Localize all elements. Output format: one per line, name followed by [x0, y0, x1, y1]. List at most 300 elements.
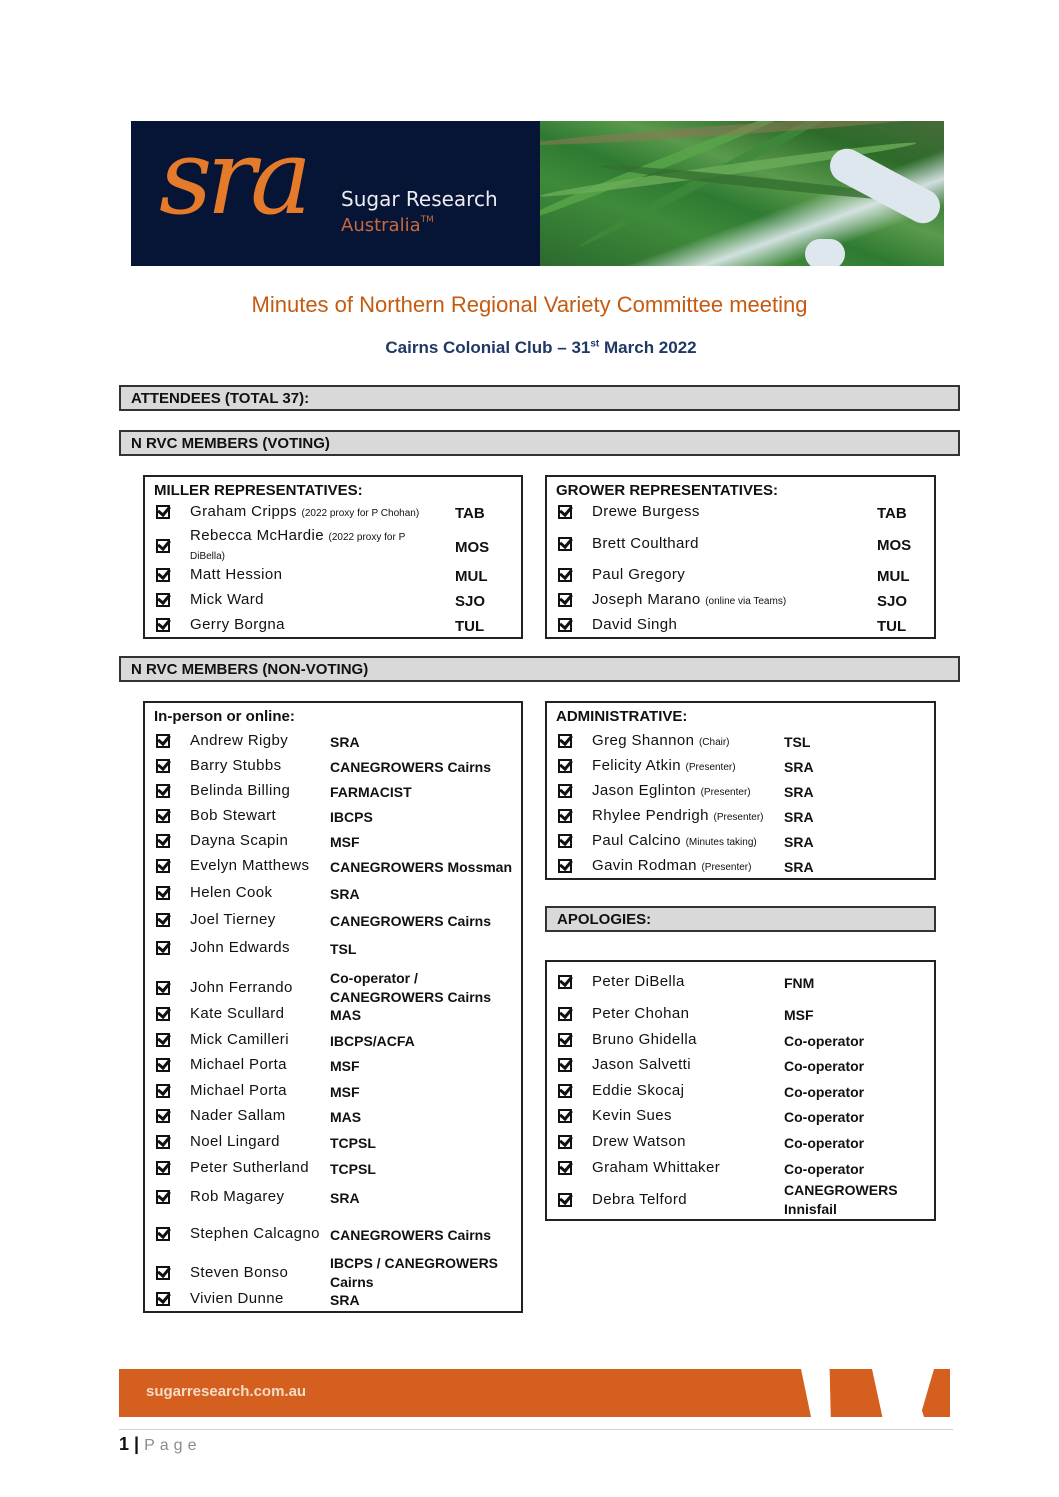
organisation-line: IBCPS	[330, 808, 373, 825]
attendee-name-cell	[592, 1159, 720, 1176]
attendee-name-cell	[592, 591, 786, 608]
attendance-checkbox[interactable]	[156, 981, 170, 995]
attendee-organisation	[330, 1057, 360, 1076]
attendee-name-cell	[592, 832, 757, 849]
attendee-name-cell	[190, 1133, 280, 1150]
attendee-name-cell	[190, 939, 290, 956]
attendance-checkbox[interactable]	[558, 1135, 572, 1149]
attendance-checkbox[interactable]	[558, 593, 572, 607]
miller-heading: MILLER REPRESENTATIVES:	[154, 482, 363, 499]
attendee-organisation	[330, 969, 491, 1007]
attendee-organisation	[784, 1160, 864, 1179]
administrative-box	[545, 701, 936, 880]
attendee-row	[145, 1256, 521, 1294]
attendee-name: Joel Tierney	[190, 911, 276, 928]
attendee-row	[145, 1226, 521, 1246]
attendee-organisation	[330, 1108, 361, 1127]
attendee-row	[547, 504, 934, 524]
logo-text-line1: Sugar Research	[341, 187, 498, 211]
organisation-line: MAS	[330, 1006, 362, 1023]
attendee-row	[145, 1160, 521, 1180]
attendance-checkbox[interactable]	[156, 759, 170, 773]
attendee-name-cell	[190, 1264, 288, 1281]
attendance-checkbox[interactable]	[558, 784, 572, 798]
attendance-checkbox[interactable]	[558, 1033, 572, 1047]
organisation-line: SRA	[330, 733, 360, 750]
organisation-line: CANEGROWERS Cairns	[330, 1226, 492, 1243]
attendee-name-cell	[190, 616, 285, 633]
attendee-name: Jason Eglinton	[592, 782, 697, 799]
attendee-name: Greg Shannon	[592, 732, 695, 749]
attendee-name: Steven Bonso	[190, 1264, 289, 1281]
organisation-line: TAB	[877, 504, 907, 522]
attendee-organisation	[784, 1057, 864, 1076]
attendees-header: ATTENDEES (TOTAL 37):	[119, 385, 960, 411]
page-label: Page	[144, 1437, 202, 1454]
attendee-name-cell	[592, 757, 736, 774]
attendee-name: Stephen Calcagno	[190, 1225, 320, 1242]
attendee-row	[145, 527, 521, 565]
attendee-name-cell	[592, 503, 700, 520]
attendee-name: Joseph Marano	[592, 591, 701, 608]
attendance-checkbox[interactable]	[558, 1161, 572, 1175]
organisation-line: CANEGROWERS Cairns	[330, 989, 492, 1005]
attendance-checkbox[interactable]	[558, 734, 572, 748]
document-title: Minutes of Northern Regional Variety Committee meeting	[251, 292, 808, 317]
attendee-organisation	[330, 912, 491, 931]
attendee-organisation	[784, 974, 814, 993]
attendee-name: John Edwards	[190, 939, 290, 956]
organisation-line: Co-operator	[784, 1032, 865, 1049]
attendance-checkbox[interactable]	[558, 975, 572, 989]
attendance-checkbox[interactable]	[156, 834, 170, 848]
attendee-name-cell	[592, 1056, 691, 1073]
attendee-name-cell	[592, 1133, 686, 1150]
attendee-row	[547, 1134, 934, 1154]
voting-members-header: N RVC MEMBERS (VOTING)	[119, 430, 960, 456]
attendee-name: Rebecca McHardie	[190, 527, 324, 544]
attendee-organisation	[784, 1083, 864, 1102]
attendance-checkbox[interactable]	[156, 734, 170, 748]
attendee-name: Bob Stewart	[190, 807, 277, 824]
organisation-line: Co-operator /	[330, 970, 418, 986]
attendee-name-cell	[592, 1005, 689, 1022]
attendee-name: John Ferrando	[190, 979, 293, 996]
organisation-line: IBCPS/ACFA	[330, 1032, 415, 1049]
attendee-role-note: (Presenter)	[713, 812, 764, 823]
attendee-role-note: (Presenter)	[685, 762, 736, 773]
attendance-checkbox[interactable]	[558, 1084, 572, 1098]
attendee-name-cell	[190, 1056, 287, 1073]
attendee-organisation	[455, 592, 485, 611]
attendee-role-note: (online via Teams)	[705, 596, 787, 607]
attendee-name-cell	[592, 616, 677, 633]
organisation-line: SRA	[784, 758, 814, 775]
attendee-role-note: (Presenter)	[701, 862, 752, 873]
attendee-name-cell	[190, 1082, 287, 1099]
attendee-name-cell	[190, 857, 309, 874]
attendee-name: Helen Cook	[190, 884, 273, 901]
attendee-organisation	[330, 1032, 415, 1051]
attendee-row	[145, 1134, 521, 1154]
attendee-organisation	[784, 733, 810, 752]
attendee-row	[145, 1032, 521, 1052]
attendee-name-cell	[190, 591, 264, 608]
attendee-name: Andrew Rigby	[190, 732, 289, 749]
attendee-organisation	[330, 783, 412, 802]
attendance-checkbox[interactable]	[156, 859, 170, 873]
attendance-checkbox[interactable]	[156, 1161, 170, 1175]
attendee-name-cell	[190, 884, 272, 901]
attendee-organisation	[877, 592, 907, 611]
attendee-name: Evelyn Matthews	[190, 857, 310, 874]
attendee-row	[547, 1057, 934, 1077]
attendance-checkbox[interactable]	[558, 1109, 572, 1123]
attendance-checkbox[interactable]	[558, 618, 572, 632]
attendee-row	[145, 592, 521, 612]
attendee-row	[145, 567, 521, 587]
attendee-name-cell	[592, 1107, 672, 1124]
attendee-organisation	[877, 617, 906, 636]
in-person-online-box	[143, 701, 523, 1313]
attendee-name-cell	[190, 782, 290, 799]
organisation-line: CANEGROWERS Cairns	[330, 758, 492, 775]
organisation-line: MUL	[455, 567, 488, 585]
attendance-checkbox[interactable]	[558, 1193, 572, 1207]
attendee-name-cell	[592, 1191, 687, 1208]
attendee-row	[145, 1291, 521, 1311]
organisation-line: TUL	[877, 617, 907, 635]
attendee-name-cell	[592, 807, 764, 824]
attendee-name: Mick Ward	[190, 591, 264, 608]
attendee-name: Paul Gregory	[592, 566, 686, 583]
attendee-organisation	[455, 504, 485, 523]
attendance-checkbox[interactable]	[156, 539, 170, 553]
attendee-organisation	[784, 1134, 864, 1153]
attendee-organisation	[784, 783, 814, 802]
attendee-name: Graham Whittaker	[592, 1159, 721, 1176]
attendee-organisation	[330, 1006, 361, 1025]
attendee-organisation	[330, 940, 356, 959]
attendee-row	[145, 1083, 521, 1103]
attendee-row	[547, 1083, 934, 1103]
footer-stripe-decoration	[894, 1369, 934, 1417]
page-number	[119, 1434, 201, 1455]
organisation-line: SRA	[330, 1189, 360, 1206]
attendee-name-cell	[190, 979, 293, 996]
attendee-organisation	[330, 1160, 376, 1179]
in-person-heading: In-person or online:	[154, 708, 295, 725]
attendance-checkbox[interactable]	[156, 1084, 170, 1098]
attendee-name: Mick Camilleri	[190, 1031, 289, 1048]
organisation-line: SRA	[330, 1291, 360, 1308]
attendee-row	[547, 536, 934, 556]
sugarcane-photo	[540, 121, 944, 266]
organisation-line: FARMACIST	[330, 783, 412, 800]
subtitle-month-year: March 2022	[599, 338, 697, 357]
attendee-row	[547, 567, 934, 587]
logo-text-line2	[341, 215, 434, 236]
attendee-name-cell	[190, 503, 419, 520]
attendee-role-note: (Presenter)	[700, 787, 751, 798]
attendee-name-cell	[592, 857, 751, 874]
apologies-header: APOLOGIES:	[545, 906, 936, 932]
attendee-row	[145, 912, 521, 932]
attendee-organisation	[330, 858, 512, 877]
attendee-organisation	[330, 1226, 491, 1245]
organisation-line: CANEGROWERS	[784, 1182, 898, 1198]
sra-logo-mark: sra	[159, 116, 307, 238]
attendee-name: Drewe Burgess	[592, 503, 700, 520]
attendee-row	[145, 808, 521, 828]
attendee-name: Rhylee Pendrigh	[592, 807, 709, 824]
attendance-checkbox[interactable]	[558, 834, 572, 848]
attendee-organisation	[330, 833, 360, 852]
attendance-checkbox[interactable]	[156, 1109, 170, 1123]
attendee-organisation	[784, 858, 814, 877]
attendee-name-cell	[190, 732, 288, 749]
organisation-line: TAB	[455, 504, 485, 522]
attendee-row	[145, 1108, 521, 1128]
attendee-name-cell	[592, 732, 730, 749]
attendance-checkbox[interactable]	[558, 568, 572, 582]
attendee-row	[145, 971, 521, 1009]
attendee-name-cell	[190, 832, 288, 849]
attendee-organisation	[455, 617, 484, 636]
attendee-organisation	[784, 1108, 864, 1127]
attendee-name: Jason Salvetti	[592, 1056, 691, 1073]
attendee-role-note: (Minutes taking)	[685, 837, 757, 848]
attendee-name-cell	[190, 1225, 320, 1242]
attendee-row	[547, 1108, 934, 1128]
subtitle-location-date: Cairns Colonial Club – 31	[385, 338, 591, 357]
attendee-name: Gerry Borgna	[190, 616, 285, 633]
organisation-line: CANEGROWERS Cairns	[330, 912, 492, 929]
attendee-organisation	[330, 1291, 360, 1310]
attendee-role-note: (2022 proxy for P DiBella)	[190, 532, 406, 562]
attendee-name: Vivien Dunne	[190, 1290, 284, 1307]
attendee-row	[547, 858, 934, 878]
attendance-checkbox[interactable]	[156, 568, 170, 582]
attendee-row	[547, 833, 934, 853]
attendee-name-cell	[190, 1188, 284, 1205]
attendee-role-note: (2022 proxy for P Chohan)	[301, 508, 420, 519]
attendance-checkbox[interactable]	[156, 1058, 170, 1072]
attendee-organisation	[784, 1181, 898, 1219]
organisation-line: Co-operator	[784, 1083, 865, 1100]
trademark-mark: TM	[420, 215, 434, 225]
attendee-row	[547, 733, 934, 753]
attendee-name: Michael Porta	[190, 1056, 287, 1073]
attendee-organisation	[877, 536, 911, 555]
organisation-line: MOS	[455, 538, 490, 556]
attendance-checkbox[interactable]	[156, 1033, 170, 1047]
grower-heading: GROWER REPRESENTATIVES:	[556, 482, 778, 499]
attendee-role-note: (Chair)	[698, 737, 730, 748]
attendee-name: Matt Hession	[190, 566, 283, 583]
organisation-line: SRA	[784, 808, 814, 825]
attendee-name: Nader Sallam	[190, 1107, 286, 1124]
attendee-name: Felicity Atkin	[592, 757, 681, 774]
attendee-row	[145, 833, 521, 853]
attendance-checkbox[interactable]	[156, 886, 170, 900]
attendee-name: Brett Coulthard	[592, 535, 699, 552]
attendee-row	[145, 504, 521, 524]
attendee-row	[547, 592, 934, 612]
attendee-row	[145, 1006, 521, 1026]
footer-band	[119, 1369, 950, 1417]
organisation-line: TSL	[330, 940, 357, 957]
attendance-checkbox[interactable]	[156, 1292, 170, 1306]
page-separator: |	[134, 1434, 140, 1454]
attendee-name: Peter Chohan	[592, 1005, 690, 1022]
attendee-name: David Singh	[592, 616, 678, 633]
organisation-line: SJO	[455, 592, 486, 610]
organisation-line: Co-operator	[784, 1108, 865, 1125]
attendee-row	[547, 1183, 934, 1221]
attendance-checkbox[interactable]	[558, 809, 572, 823]
organisation-line: MAS	[330, 1108, 362, 1125]
attendee-row	[145, 783, 521, 803]
organisation-line: Cairns	[330, 1274, 374, 1290]
attendance-checkbox[interactable]	[558, 1007, 572, 1021]
attendee-name-cell	[190, 1031, 289, 1048]
attendee-organisation	[330, 808, 373, 827]
attendee-row	[145, 1189, 521, 1209]
attendee-name-cell	[190, 1159, 309, 1176]
attendee-name-cell	[190, 911, 276, 928]
attendee-row	[547, 1006, 934, 1026]
attendee-row	[547, 783, 934, 803]
attendee-organisation	[784, 758, 814, 777]
attendance-checkbox[interactable]	[156, 593, 170, 607]
attendee-name-cell	[190, 807, 276, 824]
attendee-organisation	[330, 1189, 360, 1208]
administrative-heading: ADMINISTRATIVE:	[556, 708, 688, 725]
attendee-row	[145, 758, 521, 778]
attendee-name: Graham Cripps	[190, 503, 297, 520]
attendance-checkbox[interactable]	[156, 618, 170, 632]
attendee-organisation	[784, 808, 814, 827]
attendee-organisation	[330, 1134, 376, 1153]
attendee-name-cell	[190, 757, 282, 774]
document-subtitle	[0, 338, 1059, 358]
attendance-checkbox[interactable]	[156, 913, 170, 927]
attendee-row	[145, 617, 521, 637]
attendee-name-cell	[592, 566, 685, 583]
attendee-name: Drew Watson	[592, 1133, 686, 1150]
attendee-name: Kevin Sues	[592, 1107, 672, 1124]
attendee-name: Michael Porta	[190, 1082, 287, 1099]
header-banner	[131, 116, 944, 266]
miller-representatives-box	[143, 475, 523, 639]
attendee-organisation	[330, 885, 360, 904]
attendee-organisation	[877, 567, 910, 586]
organisation-line: Co-operator	[784, 1134, 865, 1151]
attendee-row	[547, 974, 934, 994]
page-number-value: 1	[119, 1434, 130, 1454]
attendance-checkbox[interactable]	[558, 859, 572, 873]
attendance-checkbox[interactable]	[558, 505, 572, 519]
grower-representatives-box	[545, 475, 936, 639]
attendee-row	[145, 940, 521, 960]
organisation-line: TCPSL	[330, 1134, 376, 1151]
attendee-name-cell	[190, 1107, 286, 1124]
attendee-name: Peter Sutherland	[190, 1159, 309, 1176]
organisation-line: TCPSL	[330, 1160, 376, 1177]
attendee-name-cell	[190, 527, 430, 565]
organisation-line: CANEGROWERS Mossman	[330, 858, 513, 875]
attendee-name-cell	[592, 973, 685, 990]
attendee-name: Bruno Ghidella	[592, 1031, 697, 1048]
attendee-name-cell	[190, 1005, 284, 1022]
attendee-name: Paul Calcino	[592, 832, 682, 849]
attendance-checkbox[interactable]	[156, 1266, 170, 1280]
organisation-line: Co-operator	[784, 1160, 865, 1177]
attendee-organisation	[784, 1006, 814, 1025]
attendee-name: Debra Telford	[592, 1191, 687, 1208]
attendee-name: Kate Scullard	[190, 1005, 285, 1022]
attendee-row	[547, 1160, 934, 1180]
attendee-name: Barry Stubbs	[190, 757, 282, 774]
organisation-line: IBCPS / CANEGROWERS	[330, 1255, 499, 1271]
attendee-organisation	[877, 504, 907, 523]
attendance-checkbox[interactable]	[558, 1058, 572, 1072]
attendee-name-cell	[592, 1031, 697, 1048]
attendee-name: Eddie Skocaj	[592, 1082, 685, 1099]
footer-divider	[119, 1429, 953, 1430]
organisation-line: Co-operator	[784, 1057, 865, 1074]
organisation-line: MSF	[784, 1006, 814, 1023]
attendee-row	[145, 858, 521, 878]
organisation-line: MUL	[877, 567, 910, 585]
organisation-line: MSF	[330, 1083, 360, 1100]
attendance-checkbox[interactable]	[156, 1227, 170, 1241]
attendance-checkbox[interactable]	[558, 759, 572, 773]
attendee-row	[145, 885, 521, 905]
attendee-organisation	[784, 1032, 864, 1051]
attendee-organisation	[330, 758, 491, 777]
attendance-checkbox[interactable]	[156, 809, 170, 823]
stalk-shape	[805, 239, 845, 266]
attendee-name: Dayna Scapin	[190, 832, 289, 849]
attendee-organisation	[330, 1083, 360, 1102]
attendance-checkbox[interactable]	[156, 1007, 170, 1021]
organisation-line: Innisfail	[784, 1201, 837, 1217]
attendance-checkbox[interactable]	[156, 784, 170, 798]
attendee-row	[145, 1057, 521, 1077]
attendance-checkbox[interactable]	[156, 1135, 170, 1149]
attendance-checkbox[interactable]	[156, 505, 170, 519]
organisation-line: MSF	[330, 833, 360, 850]
logo-text-australia: Australia	[341, 215, 421, 236]
organisation-line: SRA	[784, 783, 814, 800]
attendance-checkbox[interactable]	[156, 1190, 170, 1204]
footer-website-link[interactable]: sugarresearch.com.au	[146, 1383, 307, 1400]
attendee-organisation	[330, 1254, 498, 1292]
attendee-name: Peter DiBella	[592, 973, 685, 990]
organisation-line: TSL	[784, 733, 811, 750]
attendee-organisation	[455, 538, 489, 557]
non-voting-members-header: N RVC MEMBERS (NON-VOTING)	[119, 656, 960, 682]
attendance-checkbox[interactable]	[558, 537, 572, 551]
attendance-checkbox[interactable]	[156, 941, 170, 955]
organisation-line: MSF	[330, 1057, 360, 1074]
attendee-name: Noel Lingard	[190, 1133, 280, 1150]
attendee-organisation	[784, 833, 814, 852]
attendee-organisation	[455, 567, 488, 586]
attendee-organisation	[330, 733, 360, 752]
